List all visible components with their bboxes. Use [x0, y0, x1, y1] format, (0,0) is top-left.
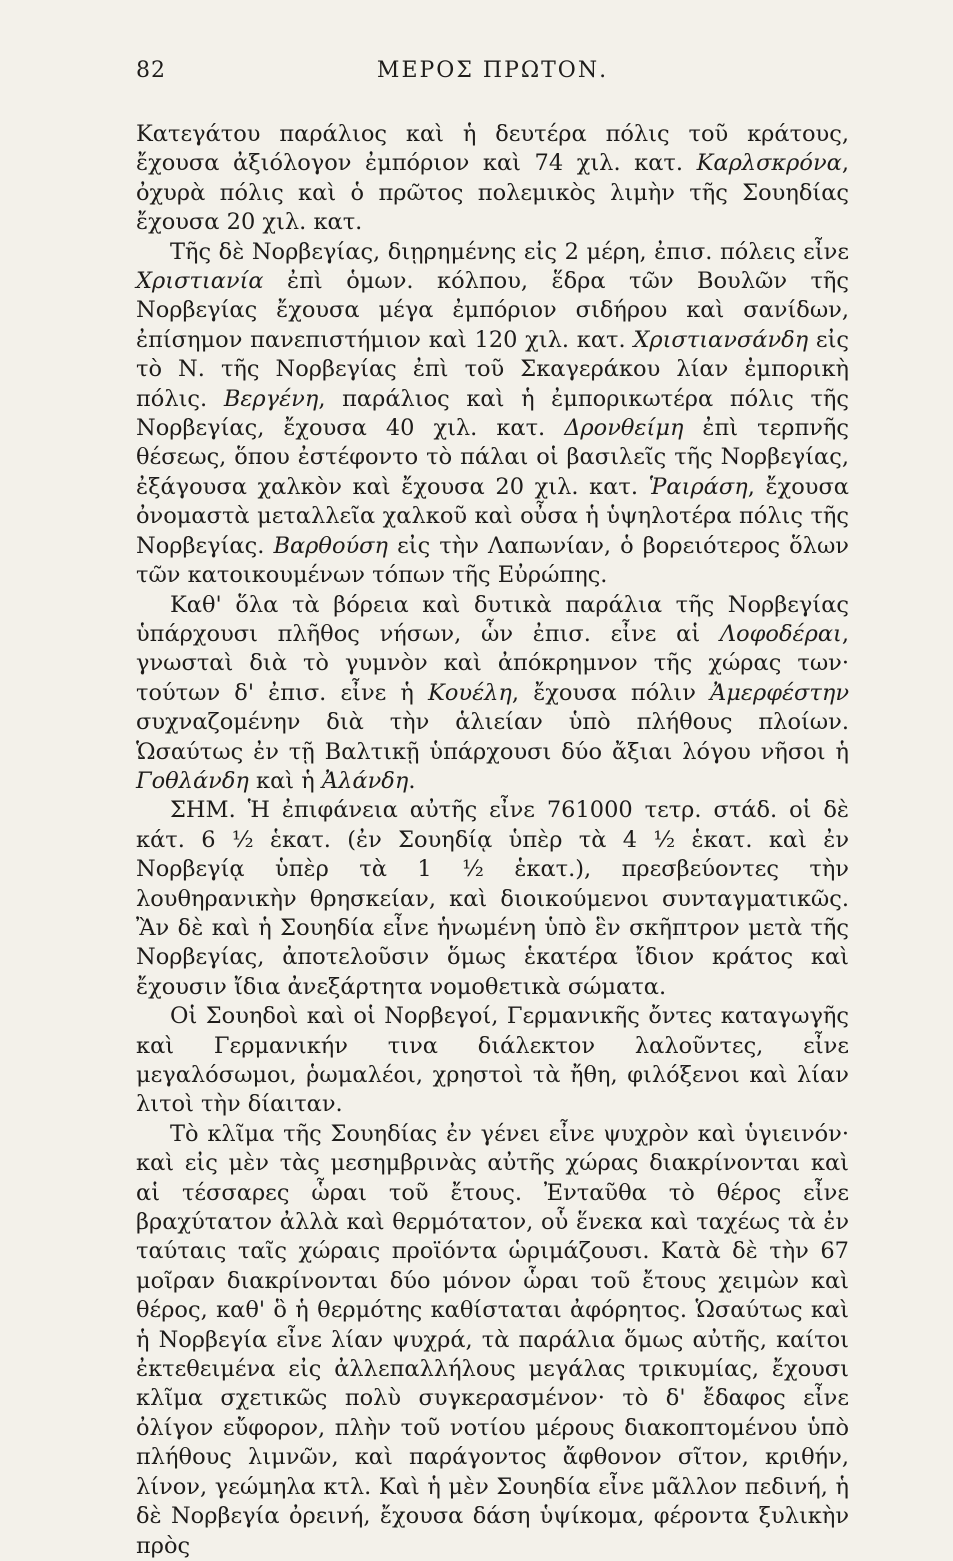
text-run: καὶ ἡ — [248, 767, 322, 794]
italic-name: Ἀλάνδη — [321, 767, 409, 794]
italic-name: Χριστιανία — [136, 268, 264, 295]
text-run: , ἔχουσα ὀνομαστὰ μεταλλεῖα χαλκοῦ καὶ οὖσα ἡ ὑψηλοτέρα πόλις τῆς Νορβεγίας. — [136, 473, 849, 559]
text-run: ἐπὶ ὁμων. κόλπου, ἕδρα τῶν Βουλῶν τῆς Νορβεγίας ἔχουσα μέγα ἐμπόριον σιδήρου καὶ σανίδων, ἐπίσημον πανεπιστήμιον καὶ 120 χιλ. κατ. — [136, 268, 849, 353]
italic-name: Ἀμερφέστην — [710, 679, 850, 706]
text-run: εἰς τὸ Ν. τῆς Νορβεγίας ἐπὶ τοῦ Σκαγεράκου λίαν ἐμπορικὴ πόλις. — [136, 326, 849, 412]
text-run: Καθ' ὅλα τὰ βόρεια καὶ δυτικὰ παράλια τῆς Νορβεγίας ὑπάρχουσι πλῆθος νήσων, ὧν ἐπισ. εἶνε αἱ — [136, 591, 849, 647]
italic-name: Λοφοδέραι — [719, 620, 842, 647]
page-header — [136, 58, 849, 98]
italic-name: Γοθλάνδη — [136, 767, 249, 794]
text-run: Οἱ Σουηδοὶ καὶ οἱ Νορβεγοί, Γερμανικῆς ὄντες καταγωγῆς καὶ Γερμανικήν τινα διάλεκτον λαλοῦντες, εἶνε μεγαλόσωμοι, ῥωμαλέοι, χρηστοὶ τὰ ἤθη, φιλόξενοι καὶ λίαν λιτοὶ τὴν δίαιταν. — [136, 1003, 849, 1118]
body-text — [136, 120, 849, 1561]
paragraph — [136, 1120, 849, 1561]
text-run: . — [408, 767, 416, 794]
italic-name: Καρλσκρόνα — [696, 150, 842, 177]
text-run: , ὀχυρὰ πόλις καὶ ὁ πρῶτος πολεμικὸς λιμὴν τῆς Σουηδίας ἔχουσα 20 χιλ. κατ. — [136, 150, 849, 236]
italic-name: Ῥαιράση — [648, 473, 748, 500]
running-head: ΜΕΡΟΣ ΠΡΩΤΟΝ. — [376, 58, 609, 83]
text-run: Τῆς δὲ Νορβεγίας, διῃρημένης εἰς 2 μέρη, ἐπισ. πόλεις εἶνε — [170, 238, 849, 265]
text-run: συχναζομένην διὰ τὴν ἁλιείαν ὑπὸ πλήθους πλοίων. Ὡσαύτως ἐν τῇ Βαλτικῇ ὑπάρχουσι δύο ἄξιαι λόγου νῆσοι ἡ — [136, 709, 849, 765]
paragraph — [136, 120, 849, 238]
paragraph — [136, 238, 849, 591]
italic-name: Δρονθείμη — [564, 415, 684, 442]
paragraph — [136, 591, 849, 797]
italic-name: Βεργένη — [223, 385, 319, 412]
text-run: ἐπὶ τερπνῆς θέσεως, ὅπου ἐστέφοντο τὸ πάλαι οἱ βασιλεῖς τῆς Νορβεγίας, ἐξάγουσα χαλκὸν καὶ ἔχουσα 20 χιλ. κατ. — [136, 415, 849, 500]
text-run: Τὸ κλῖμα τῆς Σουηδίας ἐν γένει εἶνε ψυχρὸν καὶ ὑγιεινόν· καὶ εἰς μὲν τὰς μεσημβρινὰς αὐτῆς χώρας διακρίνονται καὶ αἱ τέσσαρες ὧραι τοῦ ἔτους. Ἐνταῦθα τὸ θέρος εἶνε βραχύτατον ἀλλὰ καὶ θερμότατον, οὗ ἕνεκα καὶ ταχέως τὰ ἐν ταύταις ταῖς χώραις προϊόντα ὡριμάζουσι. Κατὰ δὲ τὴν 67 μοῖραν διακρίνονται δύο μόνον ὧραι τοῦ ἔτους χειμὼν καὶ θέρος, καθ' ὃ ἡ θερμότης καθίσταται ἀφόρητος. Ὡσαύτως καὶ ἡ Νορβεγία εἶνε λίαν ψυχρά, τὰ παράλια ὅμως αὐτῆς, καίτοι ἐκτεθειμένα εἰς ἀλλεπαλλήλους μεγάλας τρικυμίας, ἔχουσι κλῖμα σχετικῶς πολὺ συγκερασμένον· τὸ δ' ἔδαφος εἶνε ὀλίγον εὔφορον, πλὴν τοῦ νοτίου μέρους διακοπτομένου ὑπὸ πλήθους λιμνῶν, καὶ παράγοντος ἄφθονον σῖτον, κριθήν, λίνον, γεώμηλα κτλ. Καὶ ἡ μὲν Σουηδία εἶνε μᾶλλον πεδινή, ἡ δὲ Νορβεγία ὀρεινή, ἔχουσα δάση ὑψίκομα, φέροντα ξυλικὴν πρὸς — [136, 1120, 849, 1559]
text-run: εἰς τὴν Λαπωνίαν, ὁ βορειότερος ὅλων τῶν κατοικουμένων τόπων τῆς Εὐρώπης. — [136, 532, 849, 589]
text-run: , ἔχουσα πόλιν — [511, 679, 711, 706]
italic-name: Κουέλη — [428, 679, 512, 706]
text-run: , γνωσταὶ διὰ τὸ γυμνὸν καὶ ἀπόκρημνον τῆς χώρας των· τούτων δ' ἐπισ. εἶνε ἡ — [136, 620, 849, 706]
text-run: , παράλιος καὶ ἡ ἐμπορικωτέρα πόλις τῆς Νορβεγίας, ἔχουσα 40 χιλ. κατ. — [136, 385, 849, 442]
italic-name: Χριστιανσάνδη — [633, 326, 809, 353]
paragraph — [136, 1002, 849, 1120]
text-run: ΣΗΜ. Ἡ ἐπιφάνεια αὐτῆς εἶνε 761000 τετρ. στάδ. οἱ δὲ κάτ. 6 ½ ἑκατ. (ἐν Σουηδίᾳ ὑπὲρ τὰ 4 ½ ἑκατ. καὶ ἐν Νορβεγίᾳ ὑπὲρ τὰ 1 ½ ἑκατ.), πρεσβεύοντες τὴν λουθηρανικὴν θρησκείαν, καὶ διοικούμενοι συνταγματικῶς. Ἂν δὲ καὶ ἡ Σουηδία εἶνε ἡνωμένη ὑπὸ ἓν σκῆπτρον μετὰ τῆς Νορβεγίας, ἀποτελοῦσιν ὅμως ἑκατέρα ἴδιον κράτος καὶ ἔχουσιν ἴδια ἀνεξάρτητα νομοθετικὰ σώματα. — [136, 797, 849, 1000]
italic-name: Βαρθούση — [273, 532, 389, 559]
paragraph — [136, 796, 849, 1002]
text-run: Κατεγάτου παράλιος καὶ ἡ δευτέρα πόλις τοῦ κράτους, ἔχουσα ἀξιόλογον ἐμπόριον καὶ 74 χιλ. κατ. — [136, 121, 849, 177]
page-number: 82 — [136, 58, 166, 83]
